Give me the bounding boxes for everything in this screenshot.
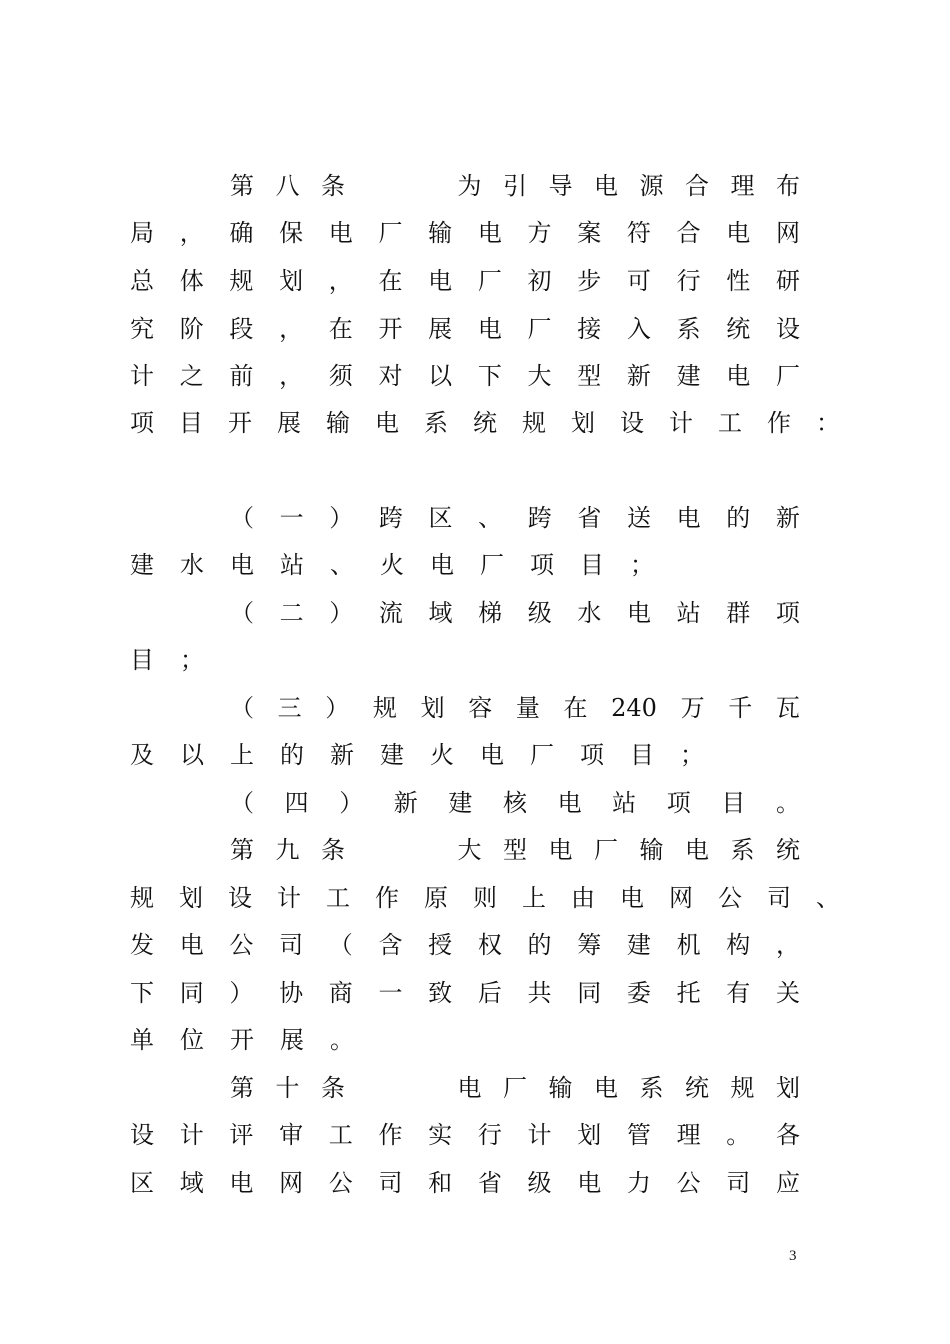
text-line: 局 ， 确 保 电 厂 输 电 方 案 符 合 电 网	[130, 219, 800, 247]
text-line: 规 划 设 计 工 作 原 则 上 由 电 网 公 司 、	[130, 884, 840, 912]
page-number: 3	[789, 1248, 797, 1264]
text-line: 第 十 条 电 厂 输 电 系 统 规 划	[230, 1074, 800, 1102]
text-line: （ 二 ） 流 域 梯 级 水 电 站 群 项	[230, 599, 800, 627]
text-line: 设 计 评 审 工 作 实 行 计 划 管 理 。 各	[130, 1121, 800, 1149]
text-line: 目 ；	[130, 646, 204, 674]
text-line: 单 位 开 展 。	[130, 1026, 354, 1054]
text-line: 究 阶 段 ， 在 开 展 电 厂 接 入 系 统 设	[130, 315, 800, 343]
text-line: 第 八 条 为 引 导 电 源 合 理 布	[230, 172, 800, 200]
text-line: 及 以 上 的 新 建 火 电 厂 项 目 ；	[130, 741, 704, 769]
text-line: 下 同 ） 协 商 一 致 后 共 同 委 托 有 关	[130, 979, 800, 1007]
text-line: 总 体 规 划 ， 在 电 厂 初 步 可 行 性 研	[130, 267, 800, 295]
text-line: 建 水 电 站 、 火 电 厂 项 目 ；	[130, 551, 654, 579]
text-line: 计 之 前 ， 须 对 以 下 大 型 新 建 电 厂	[130, 362, 800, 390]
text-line: 区 域 电 网 公 司 和 省 级 电 力 公 司 应	[130, 1169, 800, 1197]
text-line: （ 四 ） 新 建 核 电 站 项 目 。	[230, 789, 800, 817]
text-line: 项 目 开 展 输 电 系 统 规 划 设 计 工 作 ：	[130, 409, 840, 437]
text-line: （ 一 ） 跨 区 、 跨 省 送 电 的 新	[230, 504, 800, 532]
text-line: （ 三 ） 规 划 容 量 在 240 万 千 瓦	[230, 694, 800, 722]
text-line: 第 九 条 大 型 电 厂 输 电 系 统	[230, 836, 800, 864]
text-line: 发 电 公 司 （ 含 授 权 的 筹 建 机 构 ，	[130, 931, 800, 959]
